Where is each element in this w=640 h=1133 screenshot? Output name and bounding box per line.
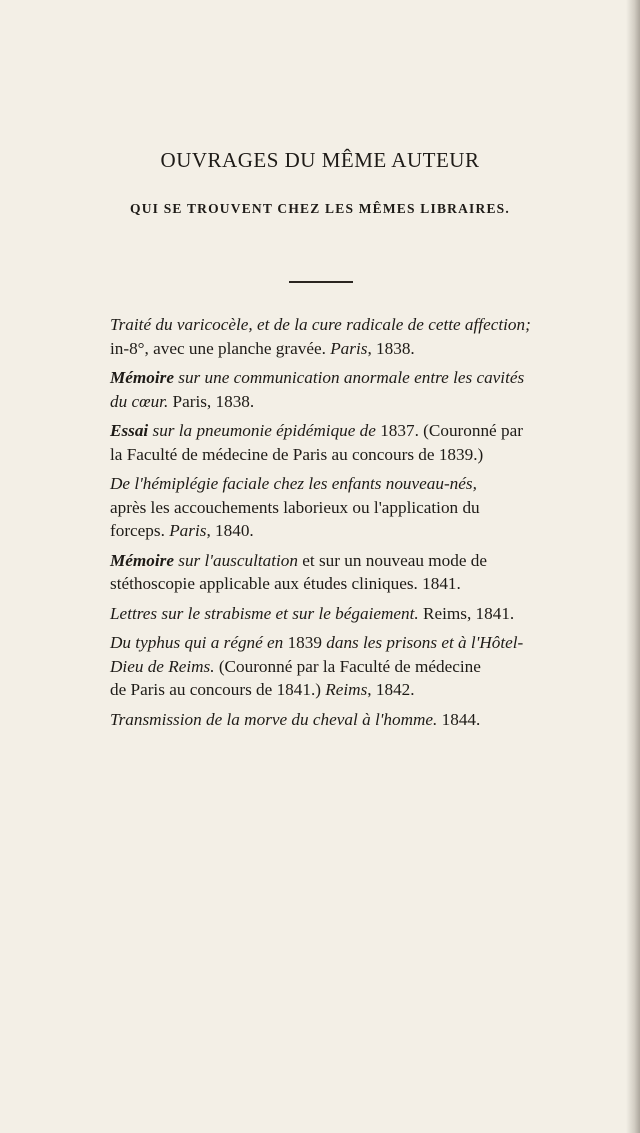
work-place-year: Paris, 1838.: [168, 391, 255, 411]
work-note: la Faculté de médecine de Paris au concours de 1839.): [110, 444, 484, 464]
work-details: [110, 390, 610, 414]
work-subtitle: après les accouchements laborieux ou l'application du: [110, 497, 480, 517]
work-year-note: 1837. (Couronné par: [375, 421, 523, 440]
work-year-inline: 1839: [283, 633, 327, 652]
work-entry-pneumonie: [110, 419, 610, 466]
work-title: Lettres sur le strabisme et sur le bégaiement.: [110, 603, 419, 623]
work-title-cont: du cœur.: [110, 391, 169, 411]
work-format: in-8°, avec une planche gravée.: [110, 338, 331, 358]
work-entry-strabisme: [110, 602, 610, 626]
work-note-end: de Paris au concours de 1841.): [110, 680, 326, 699]
works-list: [110, 313, 610, 737]
work-title-line: [110, 366, 610, 390]
work-title: Du typhus qui a régné en: [110, 633, 284, 652]
work-entry-communication: [110, 366, 610, 413]
work-year: , 1838.: [367, 338, 415, 358]
work-details: [110, 519, 610, 543]
work-entry-varicocele: [110, 313, 610, 360]
work-entry-auscultation: [110, 549, 610, 596]
work-title: Traité du varicocèle, et de la cure radicale de cette affection;: [110, 315, 531, 334]
work-note: (Couronné par la Faculté de médecine: [214, 656, 481, 676]
work-place-year: Reims, 1841.: [418, 603, 515, 623]
work-title-line: [110, 602, 610, 626]
work-title: De l'hémiplégie faciale chez les enfants nouveau-nés,: [110, 474, 477, 493]
divider-rule: [289, 281, 353, 283]
work-title-line-2: [110, 655, 610, 679]
work-details: [110, 678, 610, 702]
work-entry-morve: [110, 708, 610, 732]
work-year: , 1840.: [206, 521, 254, 540]
work-genre: Essai: [110, 421, 149, 440]
work-place: Paris: [169, 521, 207, 540]
work-genre: Mémoire: [110, 550, 174, 570]
work-title-line: [110, 708, 610, 732]
page-subtitle: QUI SE TROUVENT CHEZ LES MÊMES LIBRAIRES.: [130, 201, 510, 216]
work-title: sur la pneumonie épidémique de: [148, 421, 376, 440]
work-entry-hemiplegie: [110, 472, 610, 543]
work-title-cont: dans les prisons et à l'Hôtel-: [326, 633, 524, 652]
work-details: [110, 337, 610, 361]
work-details: stéthoscopie applicable aux études cliniques. 1841.: [110, 574, 461, 593]
work-genre: Mémoire: [110, 368, 174, 387]
work-title-line: [110, 419, 610, 443]
work-place: Reims: [325, 680, 368, 699]
work-title: sur une communication anormale entre les cavités: [173, 368, 525, 387]
work-title-line: [110, 631, 610, 655]
work-title-rest: et sur un nouveau mode de: [297, 550, 487, 570]
work-place: Paris: [330, 338, 368, 358]
page-title: OUVRAGES DU MÊME AUTEUR: [160, 148, 480, 172]
work-year: 1844.: [437, 709, 481, 729]
work-entry-typhus: [110, 631, 610, 702]
work-title-end: Dieu de Reims.: [110, 656, 215, 676]
work-subtitle-end: forceps.: [110, 521, 170, 540]
work-title: Transmission de la morve du cheval à l'homme.: [110, 709, 438, 729]
work-year: , 1842.: [367, 680, 415, 699]
work-title-line: [110, 549, 610, 573]
work-title: sur l'auscultation: [173, 550, 298, 570]
